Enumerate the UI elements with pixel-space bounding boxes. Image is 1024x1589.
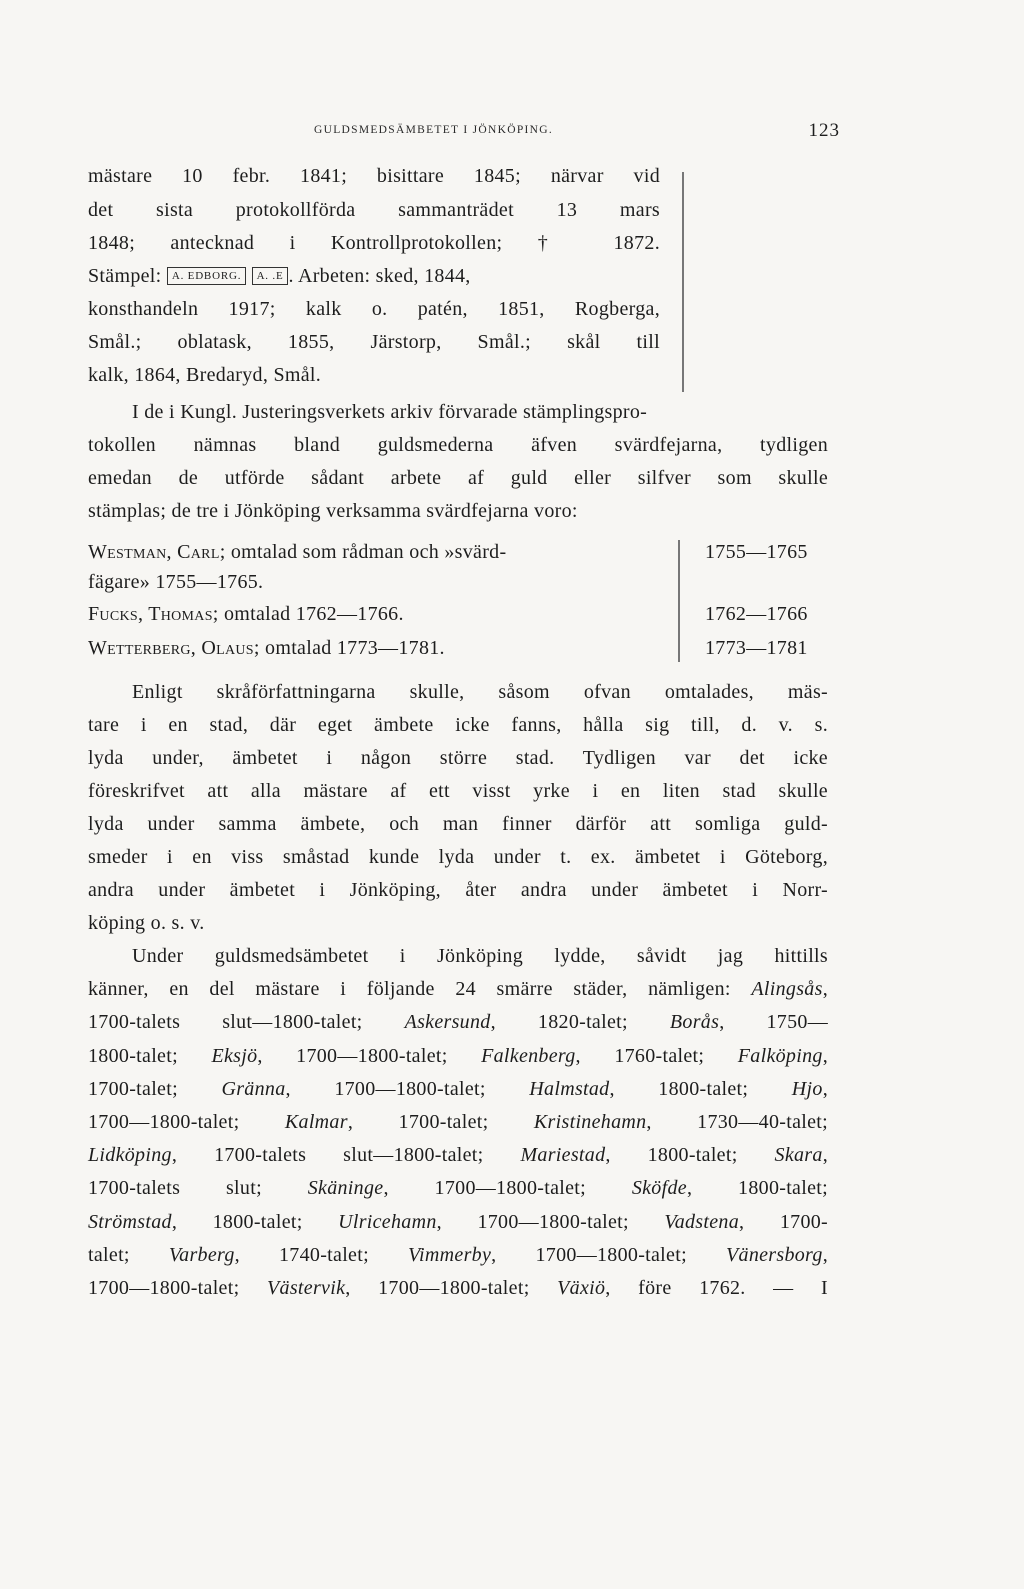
list-entry [88, 602, 404, 626]
stamp-continuation: . Arbeten: sked, 1844, [288, 265, 471, 287]
running-title: GULDSMEDSÄMBETET I JÖNKÖPING. [314, 124, 554, 136]
paragraph-line [88, 1276, 828, 1300]
text-run: 1700—1800-talet; [88, 1111, 285, 1133]
town-name: Halmstad [529, 1077, 610, 1100]
entry-line: 1848; antecknad i Kontrollprotokollen; † 1872. [88, 232, 660, 254]
hallmark-stamp: A. .E [252, 267, 289, 285]
paragraph-line [88, 1044, 828, 1068]
town-name: Borås [669, 1011, 720, 1034]
paragraph-line: lyda under, ämbetet i någon större stad. Tydligen var det icke [88, 747, 828, 769]
paragraph-line: lyda under samma ämbete, och man finner därför att somliga guld- [88, 813, 828, 835]
text-run: 1700-talet; [88, 1077, 222, 1100]
text-run: , 1700- [739, 1210, 829, 1233]
town-name: Vänersborg [726, 1243, 823, 1266]
list-entry [88, 636, 445, 660]
town-name: Hjo [791, 1077, 823, 1100]
text-run: 1700-talets slut; [88, 1177, 308, 1200]
text-run: , 1800-talet; [171, 1210, 339, 1233]
list-entry-cont: fägare» 1755—1765. [88, 571, 264, 593]
paragraph-line [88, 1143, 828, 1167]
paragraph-line [88, 1176, 828, 1200]
text-run: , 1700-talet; [347, 1111, 534, 1133]
text-run: , 1700—1800-talet; [285, 1077, 530, 1100]
town-name: Kalmar [284, 1111, 348, 1133]
text-run: , [822, 1243, 829, 1266]
text-run: , före 1762. — I [605, 1277, 828, 1299]
town-name: Alingsås [751, 978, 823, 1001]
town-name: Skäninge [307, 1177, 384, 1200]
person-desc: ; omtalad 1773—1781. [253, 637, 445, 659]
list-margin-rule [678, 540, 680, 662]
entry-line: konsthandeln 1917; kalk o. patén, 1851, Rogberga, [88, 298, 660, 320]
text-run: , [822, 978, 828, 1001]
paragraph-line: smeder i en viss småstad kunde lyda under t. ex. ämbetet i Göteborg, [88, 846, 828, 868]
paragraph-line [88, 1210, 828, 1234]
entry-line: Smål.; oblatask, 1855, Järstorp, Smål.; skål till [88, 331, 660, 353]
person-name: Wetterberg, Olaus [88, 637, 254, 659]
town-name: Falkenberg [481, 1044, 576, 1067]
paragraph-line [88, 1010, 828, 1034]
year-range: 1773—1781 [705, 637, 808, 659]
paragraph-line [88, 1243, 828, 1267]
person-name: Westman, Carl [88, 541, 220, 563]
entry-line: mästare 10 febr. 1841; bisittare 1845; närvar vid [88, 165, 660, 187]
text-run: , 1700—1800-talet; [257, 1044, 482, 1067]
town-name: Vadstena [664, 1210, 740, 1233]
hallmark-stamp: A. EDBORG. [167, 267, 246, 285]
running-header [88, 120, 840, 142]
paragraph-line [132, 944, 828, 968]
paragraph-line: I de i Kungl. Justeringsverkets arkiv förvarade stämplingspro- [132, 401, 648, 423]
text-run: 1700—1800-talet; [88, 1277, 268, 1299]
paragraph-line: föreskrifvet att alla mästare af ett visst yrke i en liten stad skulle [88, 780, 828, 802]
list-entry [88, 540, 648, 564]
town-name: Eksjö [211, 1044, 258, 1067]
text-run: , 1820-talet; [490, 1011, 670, 1034]
entry-line: det sista protokollförda sammanträdet 13 mars [88, 199, 660, 221]
text-run: , [822, 1077, 828, 1100]
town-name: Askersund [404, 1011, 491, 1034]
entry-line-stamps [88, 264, 660, 288]
text-run: , 1760-talet; [575, 1044, 738, 1067]
text-run: , 1700—1800-talet; [491, 1243, 726, 1266]
town-name: Gränna [221, 1077, 286, 1100]
text-run: , 1800-talet; [605, 1144, 775, 1167]
paragraph-line: tare i en stad, där eget ämbete icke fanns, hålla sig till, d. v. s. [88, 714, 828, 736]
town-name: Falköping [737, 1044, 823, 1067]
town-name: Strömstad [88, 1210, 172, 1233]
paragraph-line: tokollen nämnas bland guldsmederna äfven svärdfejarna, tydligen [88, 434, 828, 456]
person-desc: ; omtalad som rådman och »svärd- [219, 541, 507, 563]
text-run: , [822, 1044, 828, 1067]
text-run: , 1750— [719, 1011, 829, 1034]
text-run: , 1700—1800-talet; [383, 1177, 632, 1200]
town-name: Skara [774, 1144, 823, 1167]
text-run: talet; [88, 1243, 169, 1266]
paragraph-line [88, 977, 828, 1001]
text-run: känner, en del mästare i följande 24 smärre städer, nämligen: [88, 978, 752, 1001]
paragraph-line [88, 1077, 828, 1101]
text-run: , [822, 1144, 828, 1167]
text-run: Under guldsmedsämbetet i Jönköping lydde, såvidt jag hittills [132, 945, 828, 967]
person-name: Fucks, Thomas [88, 603, 213, 625]
town-name: Lidköping [88, 1144, 172, 1167]
text-run: , 1730—40-talet; [646, 1111, 828, 1133]
text-run: , 1700—1800-talet; [436, 1210, 665, 1233]
paragraph-line: stämplas; de tre i Jönköping verksamma svärdfejarna voro: [88, 500, 578, 522]
town-name: Ulricehamn [338, 1210, 437, 1233]
paragraph-line: andra under ämbetet i Jönköping, åter andra under ämbetet i Norr- [88, 879, 828, 901]
town-name: Varberg [168, 1243, 235, 1266]
text-run: 1700-talets slut—1800-talet; [88, 1011, 405, 1034]
town-name: Mariestad [520, 1144, 606, 1167]
paragraph-line: köping o. s. v. [88, 912, 205, 934]
year-range: 1755—1765 [705, 541, 808, 563]
year-range: 1762—1766 [705, 603, 808, 625]
page-number: 123 [808, 120, 840, 141]
entry-margin-rule [682, 172, 684, 392]
paragraph-line: Enligt skråförfattningarna skulle, såsom ofvan omtalades, mäs- [132, 681, 828, 703]
person-desc: ; omtalad 1762—1766. [212, 603, 404, 625]
entry-line: kalk, 1864, Bredaryd, Smål. [88, 364, 322, 386]
town-name: Vimmerby [408, 1243, 492, 1266]
text-run: , 1800-talet; [609, 1077, 792, 1100]
town-name: Sköfde [631, 1177, 687, 1200]
paragraph-line [88, 1110, 828, 1134]
text-run: 1800-talet; [88, 1044, 212, 1067]
text-run: , 1700-talets slut—1800-talet; [171, 1144, 521, 1167]
paragraph-line: emedan de utförde sådant arbete af guld eller silfver som skulle [88, 467, 828, 489]
text-run: , 1740-talet; [234, 1243, 409, 1266]
town-name: Västervik [267, 1277, 346, 1299]
text-run: , 1800-talet; [686, 1177, 828, 1200]
stamp-label: Stämpel: [88, 265, 162, 287]
town-name: Växiö [557, 1277, 606, 1299]
text-run: , 1700—1800-talet; [345, 1277, 558, 1299]
town-name: Kristinehamn [533, 1111, 647, 1133]
